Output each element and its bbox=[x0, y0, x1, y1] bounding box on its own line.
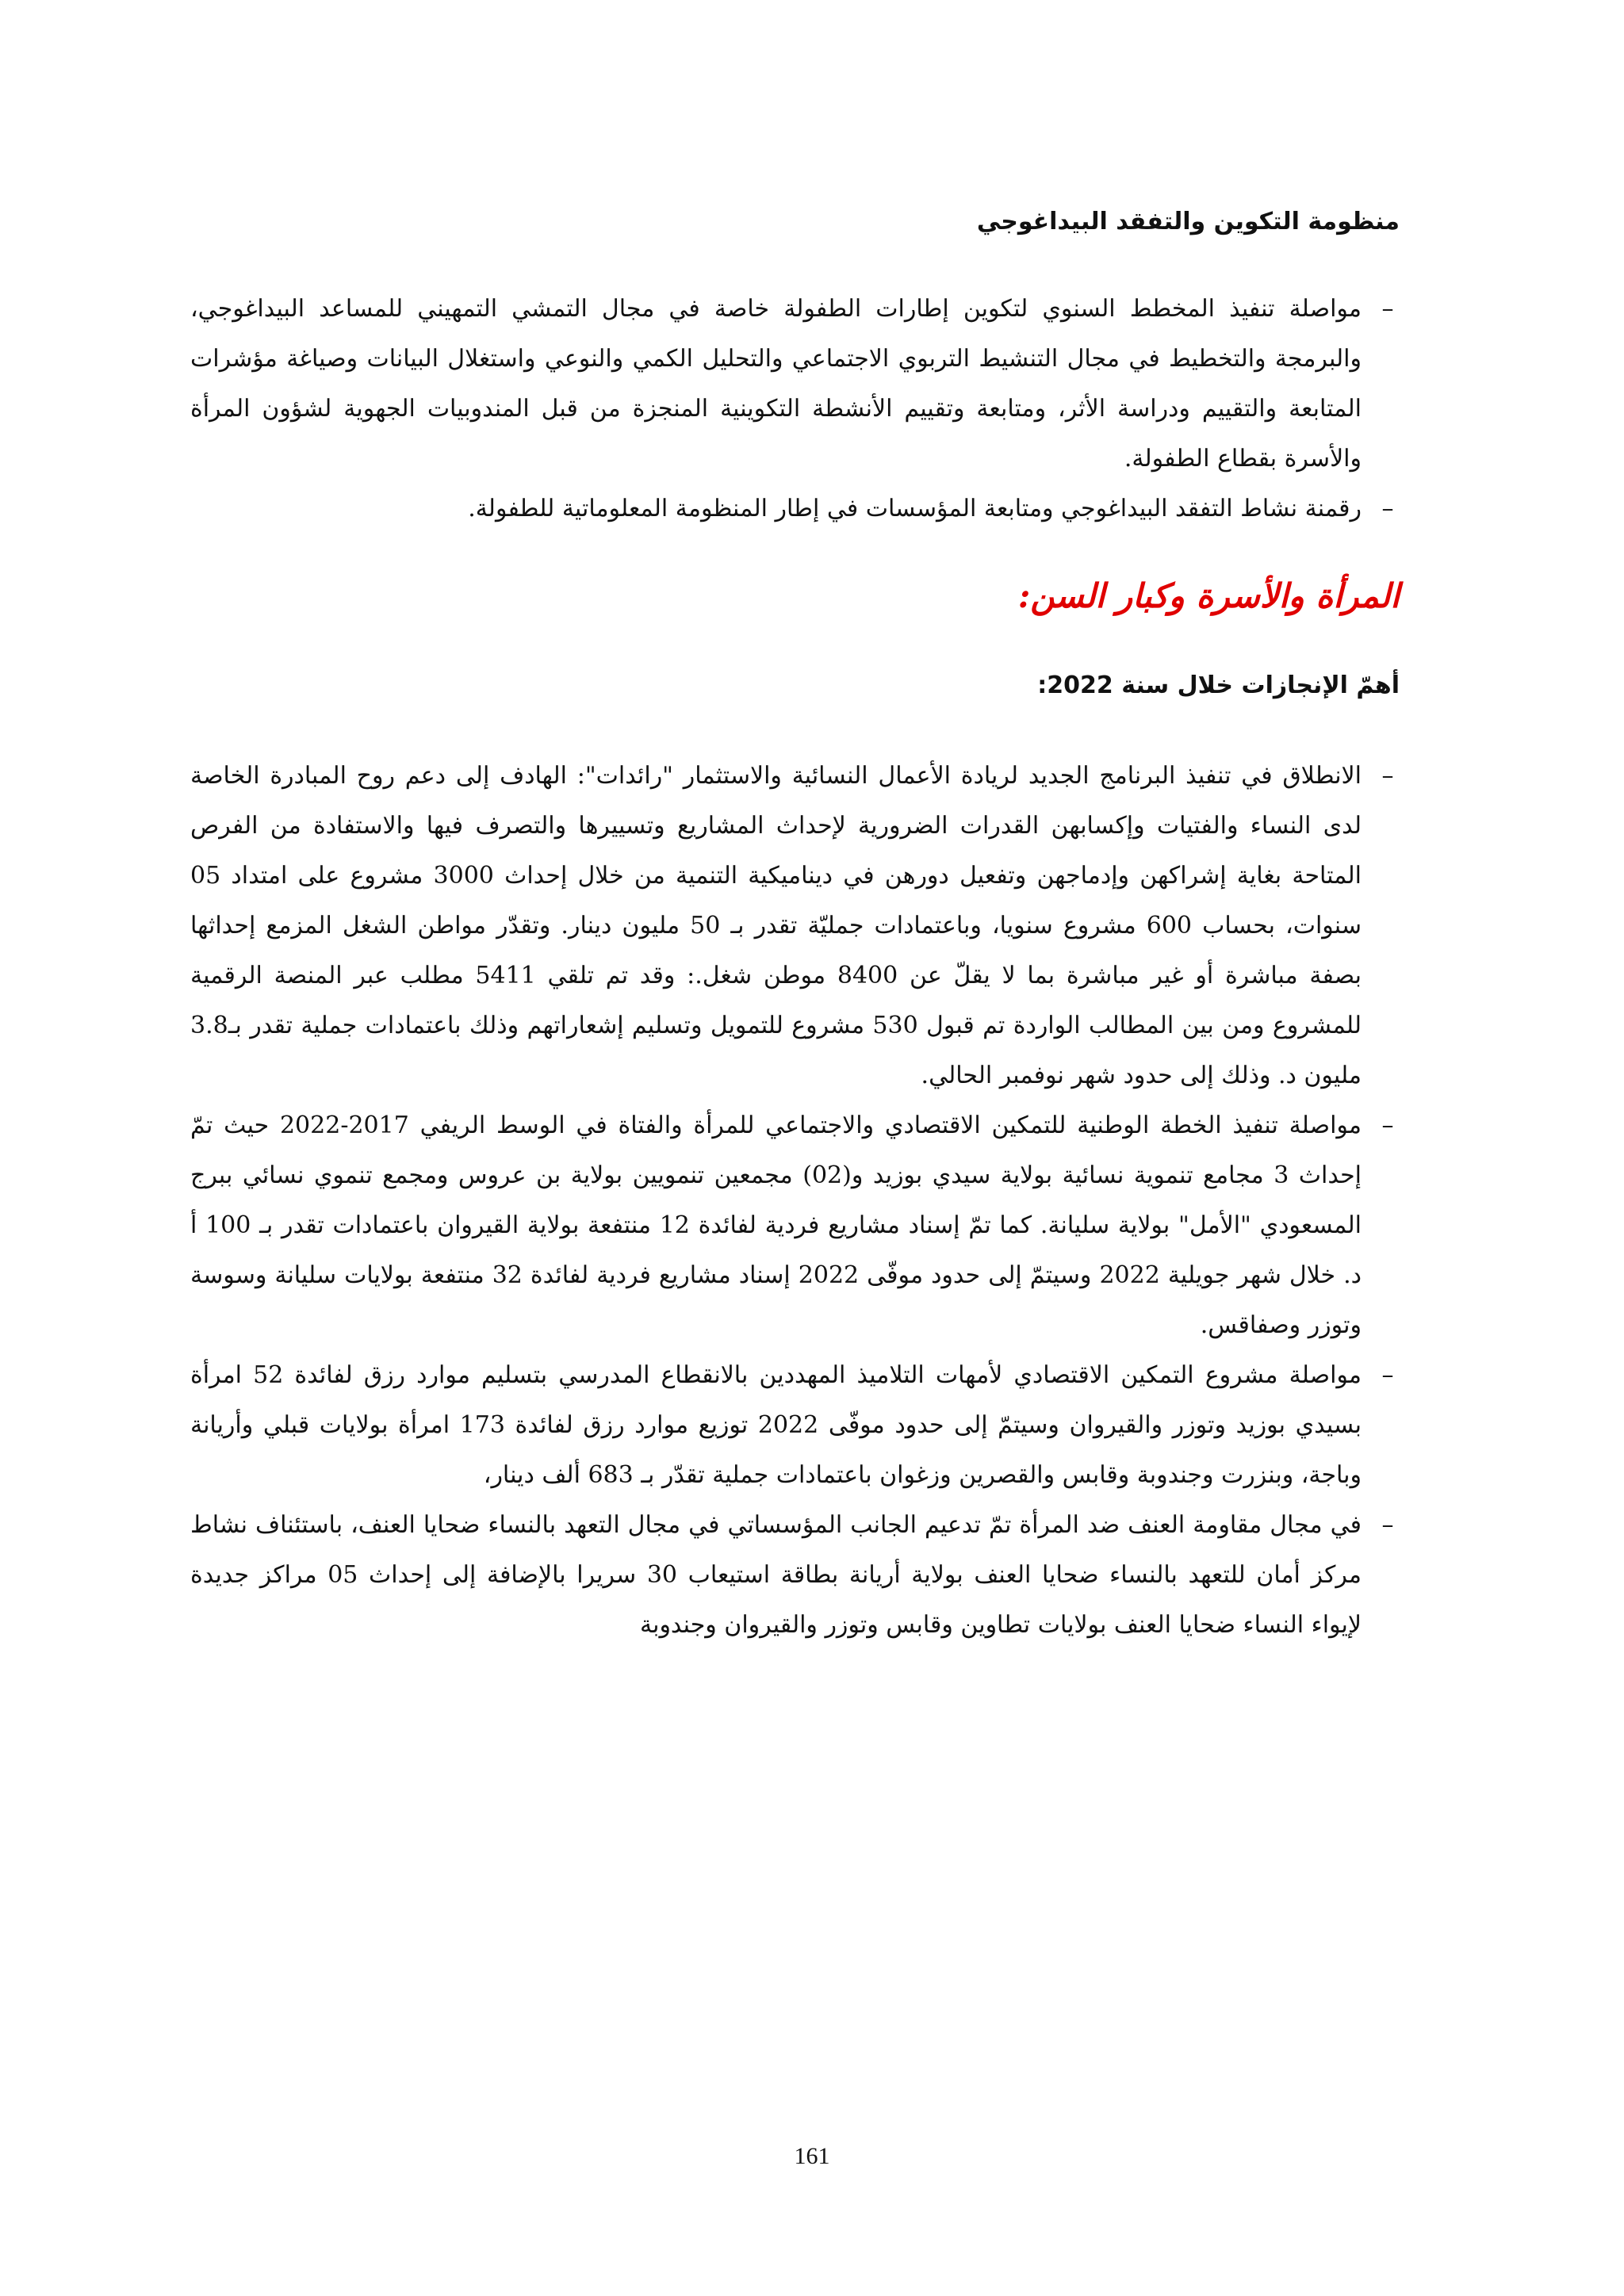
bullet-dash: – bbox=[1381, 495, 1394, 522]
list-item-text: في مجال مقاومة العنف ضد المرأة تمّ تدعيم الجانب المؤسساتي في مجال التعهد بالنساء ضحايا العنف، باستئناف نشاط مركز أمان للتعهد بالنساء ضحايا العنف بولاية أريانة بطاقة استيعاب 30 سريرا بالإضافة إلى إحداث 05 مراكز جديدة لإيواء النساء ضحايا العنف بولايات تطاوين وقابس وتوزر والقيروان وجندوبة bbox=[190, 1511, 1362, 1639]
bullet-dash: – bbox=[1381, 1361, 1394, 1389]
list-item-text: مواصلة تنفيذ الخطة الوطنية للتمكين الاقتصادي والاجتماعي للمرأة والفتاة في الوسط الريفي 2017-2022 حيث تمّ إحداث 3 مجامع تنموية نسائية بولاية سيدي بوزيد و(02) مجمعين تنمويين بولاية بن عروس ومجمع تنموي نسائي ببرج المسعودي "الأمل" بولاية سليانة. كما تمّ إسناد مشاريع فردية لفائدة 12 منتفعة بولاية القيروان باعتمادات تقدر بـ 100 أ د. خلال شهر جويلية 2022 وسيتمّ إلى حدود موفّى 2022 إسناد مشاريع فردية لفائدة 32 منتفعة بولايات سليانة وسوسة وتوزر وصفاقس. bbox=[190, 1112, 1362, 1339]
list-item bbox=[190, 1100, 1400, 1350]
achievements-heading: أهمّ الإنجازات خلال سنة 2022: bbox=[1037, 672, 1400, 699]
document-page bbox=[190, 198, 1400, 1650]
bullet-dash: – bbox=[1381, 295, 1394, 323]
section-title-women-family: المرأة والأسرة وكبار السن: bbox=[1017, 576, 1400, 615]
page-number: 161 bbox=[794, 2143, 830, 2169]
list-item bbox=[190, 284, 1400, 484]
list-item bbox=[190, 751, 1400, 1100]
list-item-text: مواصلة مشروع التمكين الاقتصادي لأمهات التلاميذ المهددين بالانقطاع المدرسي بتسليم موارد رزق لفائدة 52 امرأة بسيدي بوزيد وتوزر والقيروان وسيتمّ إلى حدود موفّى 2022 توزيع موارد رزق لفائدة 173 امرأة بولايات قبلي وأريانة وباجة، وبنزرت وجندوبة وقابس والقصرين وزغوان باعتمادات جملية تقدّر بـ 683 ألف دينار، bbox=[190, 1361, 1362, 1489]
training-list bbox=[190, 284, 1400, 534]
section-heading-training: منظومة التكوين والتفقد البيداغوجي bbox=[976, 208, 1400, 235]
bullet-dash: – bbox=[1381, 1112, 1394, 1139]
achievements-list bbox=[190, 751, 1400, 1650]
bullet-dash: – bbox=[1381, 1511, 1394, 1539]
list-item-text: رقمنة نشاط التفقد البيداغوجي ومتابعة المؤسسات في إطار المنظومة المعلوماتية للطفولة. bbox=[468, 495, 1362, 522]
list-item bbox=[190, 1350, 1400, 1500]
list-item bbox=[190, 1500, 1400, 1650]
bullet-dash: – bbox=[1381, 762, 1394, 790]
list-item-text: الانطلاق في تنفيذ البرنامج الجديد لريادة الأعمال النسائية والاستثمار "رائدات": الهادف إلى دعم روح المبادرة الخاصة لدى النساء والفتيات وإكسابهن القدرات الضرورية لإحداث المشاريع وتسييرها والتصرف فيها والاستفادة من الفرص المتاحة بغاية إشراكهن وإدماجهن وتفعيل دورهن في ديناميكية التنمية من خلال إحداث 3000 مشروع على امتداد 05 سنوات، بحساب 600 مشروع سنويا، وباعتمادات جمليّة تقدر بـ 50 مليون دينار. وتقدّر مواطن الشغل المزمع إحداثها بصفة مباشرة أو غير مباشرة بما لا يقلّ عن 8400 موطن شغل.: وقد تم تلقي 5411 مطلب عبر المنصة الرقمية للمشروع ومن بين المطالب الواردة تم قبول 530 مشروع للتمويل وتسليم إشعاراتهم وذلك باعتمادات جملية تقدر بـ3.8 مليون د. وذلك إلى حدود شهر نوفمبر الحالي. bbox=[190, 762, 1362, 1089]
list-item-text: مواصلة تنفيذ المخطط السنوي لتكوين إطارات الطفولة خاصة في مجال التمشي التمهيني للمساعد البيداغوجي، والبرمجة والتخطيط في مجال التنشيط التربوي الاجتماعي والتحليل الكمي والنوعي واستغلال البيانات وصياغة مؤشرات المتابعة والتقييم ودراسة الأثر، ومتابعة وتقييم الأنشطة التكوينية المنجزة من قبل المندوبيات الجهوية لشؤون المرأة والأسرة بقطاع الطفولة. bbox=[190, 295, 1362, 473]
list-item bbox=[190, 484, 1400, 534]
